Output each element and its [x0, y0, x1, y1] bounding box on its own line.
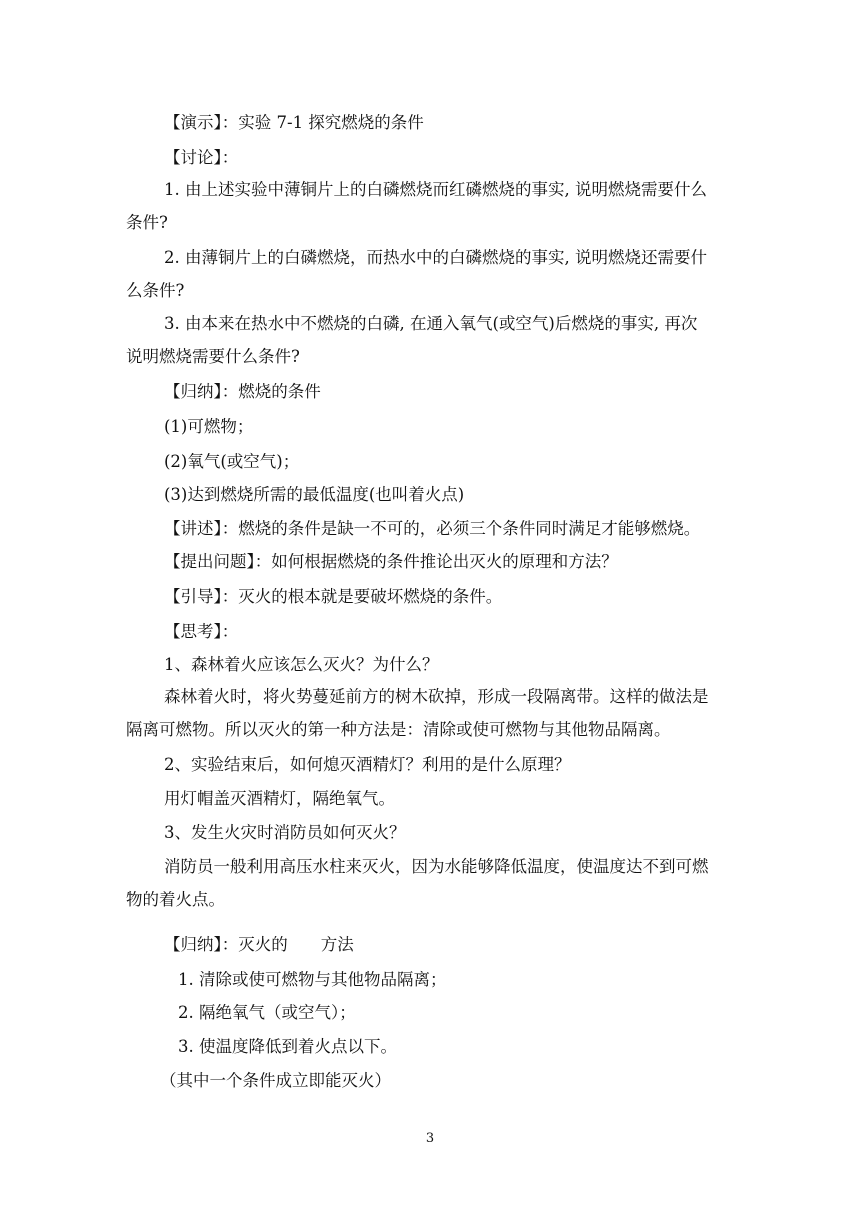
text-line: 说明燃烧需要什么条件?: [126, 347, 300, 366]
text-line: 1. 由上述实验中薄铜片上的白磷燃烧而红磷燃烧的事实, 说明燃烧需要什么: [164, 180, 707, 199]
text-line: 【提出问题】：如何根据燃烧的条件推论出灭火的原理和方法？: [164, 552, 618, 571]
text-line: 消防员一般利用高压水柱来灭火，因为水能够降低温度，使温度达不到可燃: [164, 857, 709, 876]
text-line: (2)氧气(或空气)；: [164, 452, 300, 471]
text-line: 【归纳】：灭火的 方法: [164, 935, 354, 954]
text-line: 隔离可燃物。所以灭火的第一种方法是：清除或使可燃物与其他物品隔离。: [126, 720, 671, 739]
text-line: （其中一个条件成立即能灭火）: [160, 1071, 391, 1090]
text-line: 【讲述】：燃烧的条件是缺一不可的，必须三个条件同时满足才能够燃烧。: [164, 519, 701, 538]
text-line: (3)达到燃烧所需的最低温度(也叫着火点): [164, 485, 465, 504]
text-line: 【演示】：实验 7-1 探究燃烧的条件: [164, 113, 424, 132]
text-line: 物的着火点。: [126, 890, 225, 909]
text-line: 【引导】：灭火的根本就是要破坏燃烧的条件。: [164, 587, 503, 606]
text-line: 【思考】：: [164, 622, 239, 641]
text-line: 2. 隔绝氧气（或空气）；: [178, 1003, 356, 1022]
text-line: 1. 清除或使可燃物与其他物品隔离；: [178, 970, 447, 989]
text-line: 3. 使温度降低到着火点以下。: [178, 1037, 397, 1056]
text-line: 3、发生火灾时消防员如何灭火？: [164, 823, 406, 842]
text-line: 2、实验结束后，如何熄灭酒精灯？利用的是什么原理？: [164, 755, 571, 774]
text-line: 么条件?: [126, 281, 185, 300]
page-number: 3: [425, 1131, 435, 1146]
text-line: 用灯帽盖灭酒精灯，隔绝氧气。: [164, 789, 395, 808]
text-line: 森林着火时，将火势蔓延前方的树木砍掉，形成一段隔离带。这样的做法是: [164, 687, 709, 706]
text-line: 【讨论】：: [164, 148, 239, 167]
text-line: 3. 由本来在热水中不燃烧的白磷, 在通入氧气(或空气)后燃烧的事实, 再次: [164, 314, 698, 333]
text-line: 【归纳】：燃烧的条件: [164, 382, 321, 401]
text-line: (1)可燃物；: [164, 417, 254, 436]
text-line: 条件?: [126, 213, 168, 232]
text-line: 2. 由薄铜片上的白磷燃烧，而热水中的白磷燃烧的事实, 说明燃烧还需要什: [164, 248, 707, 267]
text-line: 1、森林着火应该怎么灭火？为什么？: [164, 655, 439, 674]
